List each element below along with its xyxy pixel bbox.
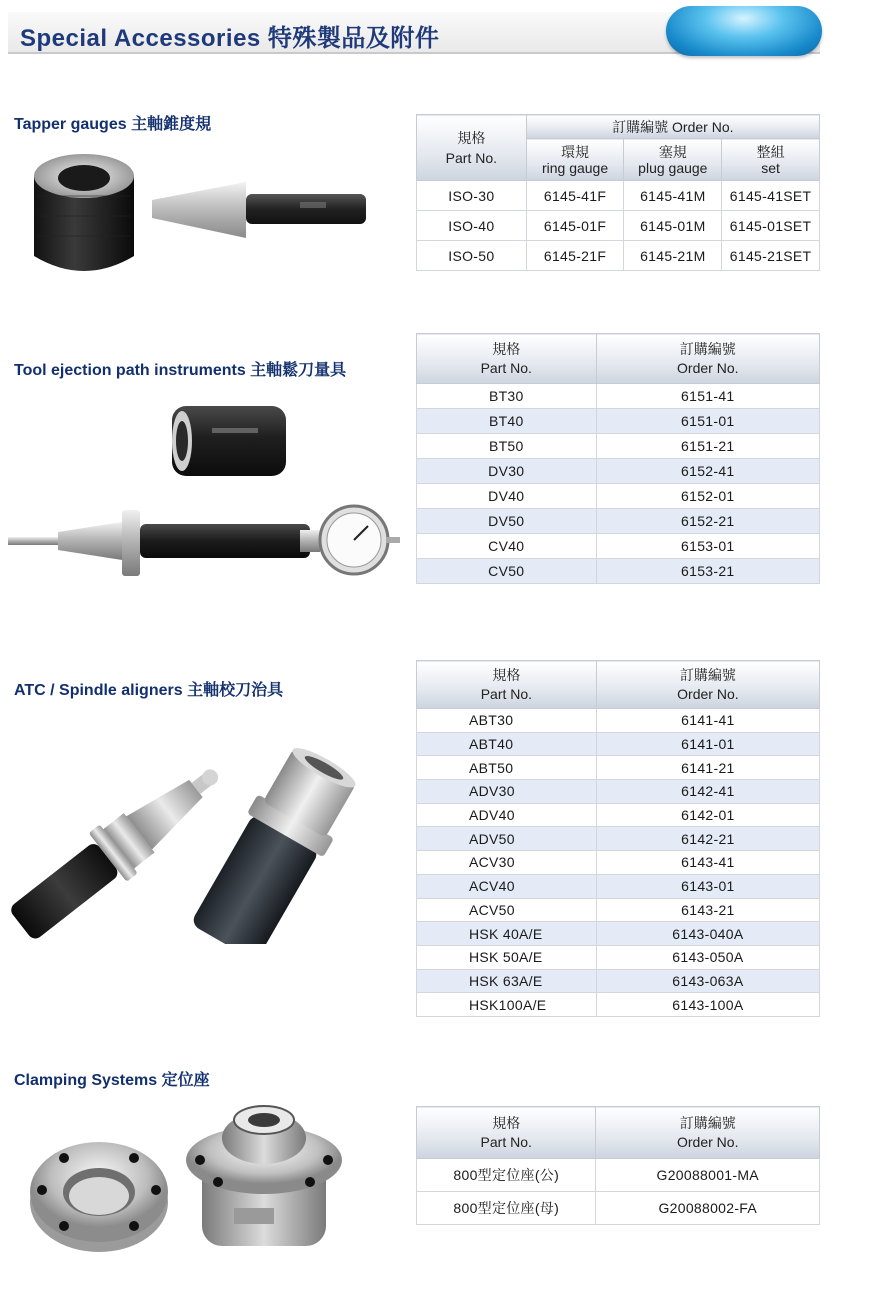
section-title-clamping-systems: Clamping Systems 定位座 — [14, 1072, 210, 1089]
table-row: ACV50 6143-21 — [417, 898, 820, 922]
table-row: BT50 6151-21 — [417, 434, 820, 459]
table-row: ISO-50 6145-21F 6145-21M 6145-21SET — [417, 241, 820, 271]
tapper-gauges-table — [416, 114, 820, 271]
tool-ejection-table — [416, 333, 820, 584]
table-row: BT30 6151-41 — [417, 384, 820, 409]
section-title-tapper-gauges: Tapper gauges 主軸錐度規 — [14, 116, 212, 133]
part-no-header: 規格 Part No. — [417, 661, 597, 709]
ring-gauge-header: 環規 ring gauge — [526, 139, 624, 181]
table-row: DV30 6152-41 — [417, 459, 820, 484]
plug-gauge-header: 塞規 plug gauge — [624, 139, 722, 181]
table-row: HSK100A/E 6143-100A — [417, 993, 820, 1017]
clamping-systems-table — [416, 1106, 820, 1225]
table-row: 800型定位座(公) G20088001-MA — [417, 1159, 820, 1192]
table-row: ABT30 6141-41 — [417, 709, 820, 733]
table-row: ACV40 6143-01 — [417, 874, 820, 898]
table-row: HSK 63A/E 6143-063A — [417, 969, 820, 993]
table-row: ISO-40 6145-01F 6145-01M 6145-01SET — [417, 211, 820, 241]
table-row: HSK 40A/E 6143-040A — [417, 922, 820, 946]
table-row: 800型定位座(母) G20088002-FA — [417, 1192, 820, 1225]
part-no-header: 規格 Part No. — [417, 1107, 596, 1159]
table-row: BT40 6151-01 — [417, 409, 820, 434]
table-row: ADV30 6142-41 — [417, 780, 820, 804]
atc-aligners-table — [416, 660, 820, 1017]
order-no-header: 訂購編號 Order No. — [526, 115, 819, 139]
table-row: ISO-30 6145-41F 6145-41M 6145-41SET — [417, 181, 820, 211]
ejection-sleeve-image — [168, 404, 288, 478]
table-row: ABT50 6141-21 — [417, 756, 820, 780]
table-row: HSK 50A/E 6143-050A — [417, 945, 820, 969]
section-title-tool-ejection: Tool ejection path instruments 主軸鬆刀量具 — [14, 362, 347, 379]
section-title-atc-aligners: ATC / Spindle aligners 主軸校刀治具 — [14, 682, 284, 699]
header-decoration — [666, 6, 822, 56]
table-row: ADV50 6142-21 — [417, 827, 820, 851]
order-no-header: 訂購編號 Order No. — [596, 334, 819, 384]
table-row: DV40 6152-01 — [417, 484, 820, 509]
clamping-chuck-image — [184, 1098, 344, 1258]
part-no-header: 規格 Part No. — [417, 334, 597, 384]
table-row: DV50 6152-21 — [417, 509, 820, 534]
table-row: CV40 6153-01 — [417, 534, 820, 559]
plug-gauge-image — [150, 178, 372, 242]
dial-indicator-tool-image — [6, 504, 402, 580]
part-no-header: 規格 Part No. — [417, 115, 527, 181]
table-row: CV50 6153-21 — [417, 559, 820, 584]
order-no-header: 訂購編號 Order No. — [596, 1107, 820, 1159]
table-row: ACV30 6143-41 — [417, 851, 820, 875]
table-row: ABT40 6141-01 — [417, 732, 820, 756]
set-header: 整組 set — [722, 139, 820, 181]
order-no-header: 訂購編號 Order No. — [596, 661, 819, 709]
table-row: ADV40 6142-01 — [417, 803, 820, 827]
hsk-aligner-image — [178, 744, 382, 944]
ring-gauge-image — [30, 146, 138, 284]
page-title: Special Accessories 特殊製品及附件 — [20, 25, 440, 52]
clamping-ring-image — [28, 1132, 170, 1254]
